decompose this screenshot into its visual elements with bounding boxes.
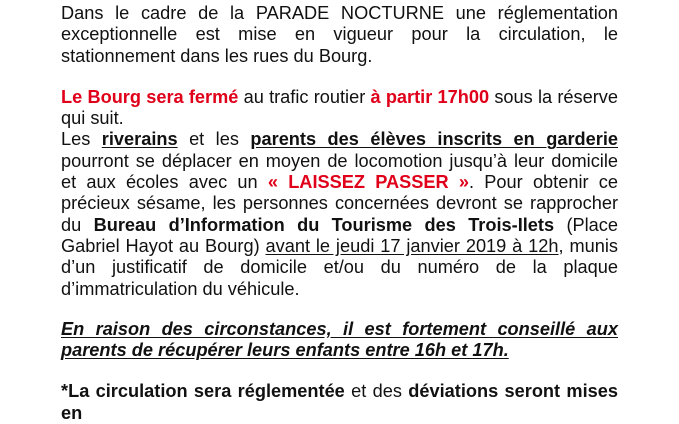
circulation-text: et des [344,381,409,402]
closure-text: au trafic routier [238,86,371,107]
circulation-bold-2: déviations seront mises en [61,381,618,423]
access-bureau: Bureau d’Information du Tourisme des Trois-Ilets [93,214,555,235]
access-laissez-passer: « LAISSEZ PASSER » [267,172,470,193]
access-paragraph [61,129,618,299]
access-text-2: et les [177,129,251,150]
access-riverains: riverains [101,129,178,150]
access-text-3: pourront se déplacer en moyen de locomotion jusqu’à leur domicile et aux écoles avec un [61,150,618,193]
access-text-1: Les [61,129,102,150]
access-text-6: , munis d’un justificatif de domicile et/ou du numéro de la plaque d’immatriculation du véhicule. [61,235,618,299]
notice-document [61,3,618,424]
circulation-bold-1: *La circulation sera réglementée [61,381,345,402]
closure-highlight-time: à partir 17h00 [370,86,490,107]
advice-paragraph: En raison des circonstances, il est fortement conseillé aux parents de récupérer leurs enfants entre 16h et 17h. [61,318,618,361]
closure-paragraph [61,87,618,130]
access-deadline: avant le jeudi 17 janvier 2019 à 12h [265,235,559,256]
access-text-5: (Place Gabriel Hayot au Bourg) [61,214,619,256]
circulation-paragraph [61,381,618,424]
intro-paragraph: Dans le cadre de la PARADE NOCTURNE une réglementation exceptionnelle est mise en vigueur pour la circulation, le stationnement dans les rues du Bourg. [61,3,618,66]
closure-highlight-bourg: Le Bourg sera fermé [61,86,239,107]
closure-text-end: sous la réserve qui suit. [61,86,618,129]
access-parents: parents des élèves inscrits en garderie [250,129,618,150]
access-text-4: . Pour obtenir ce précieux sésame, les personnes concernées devront se rapprocher du [61,172,618,235]
